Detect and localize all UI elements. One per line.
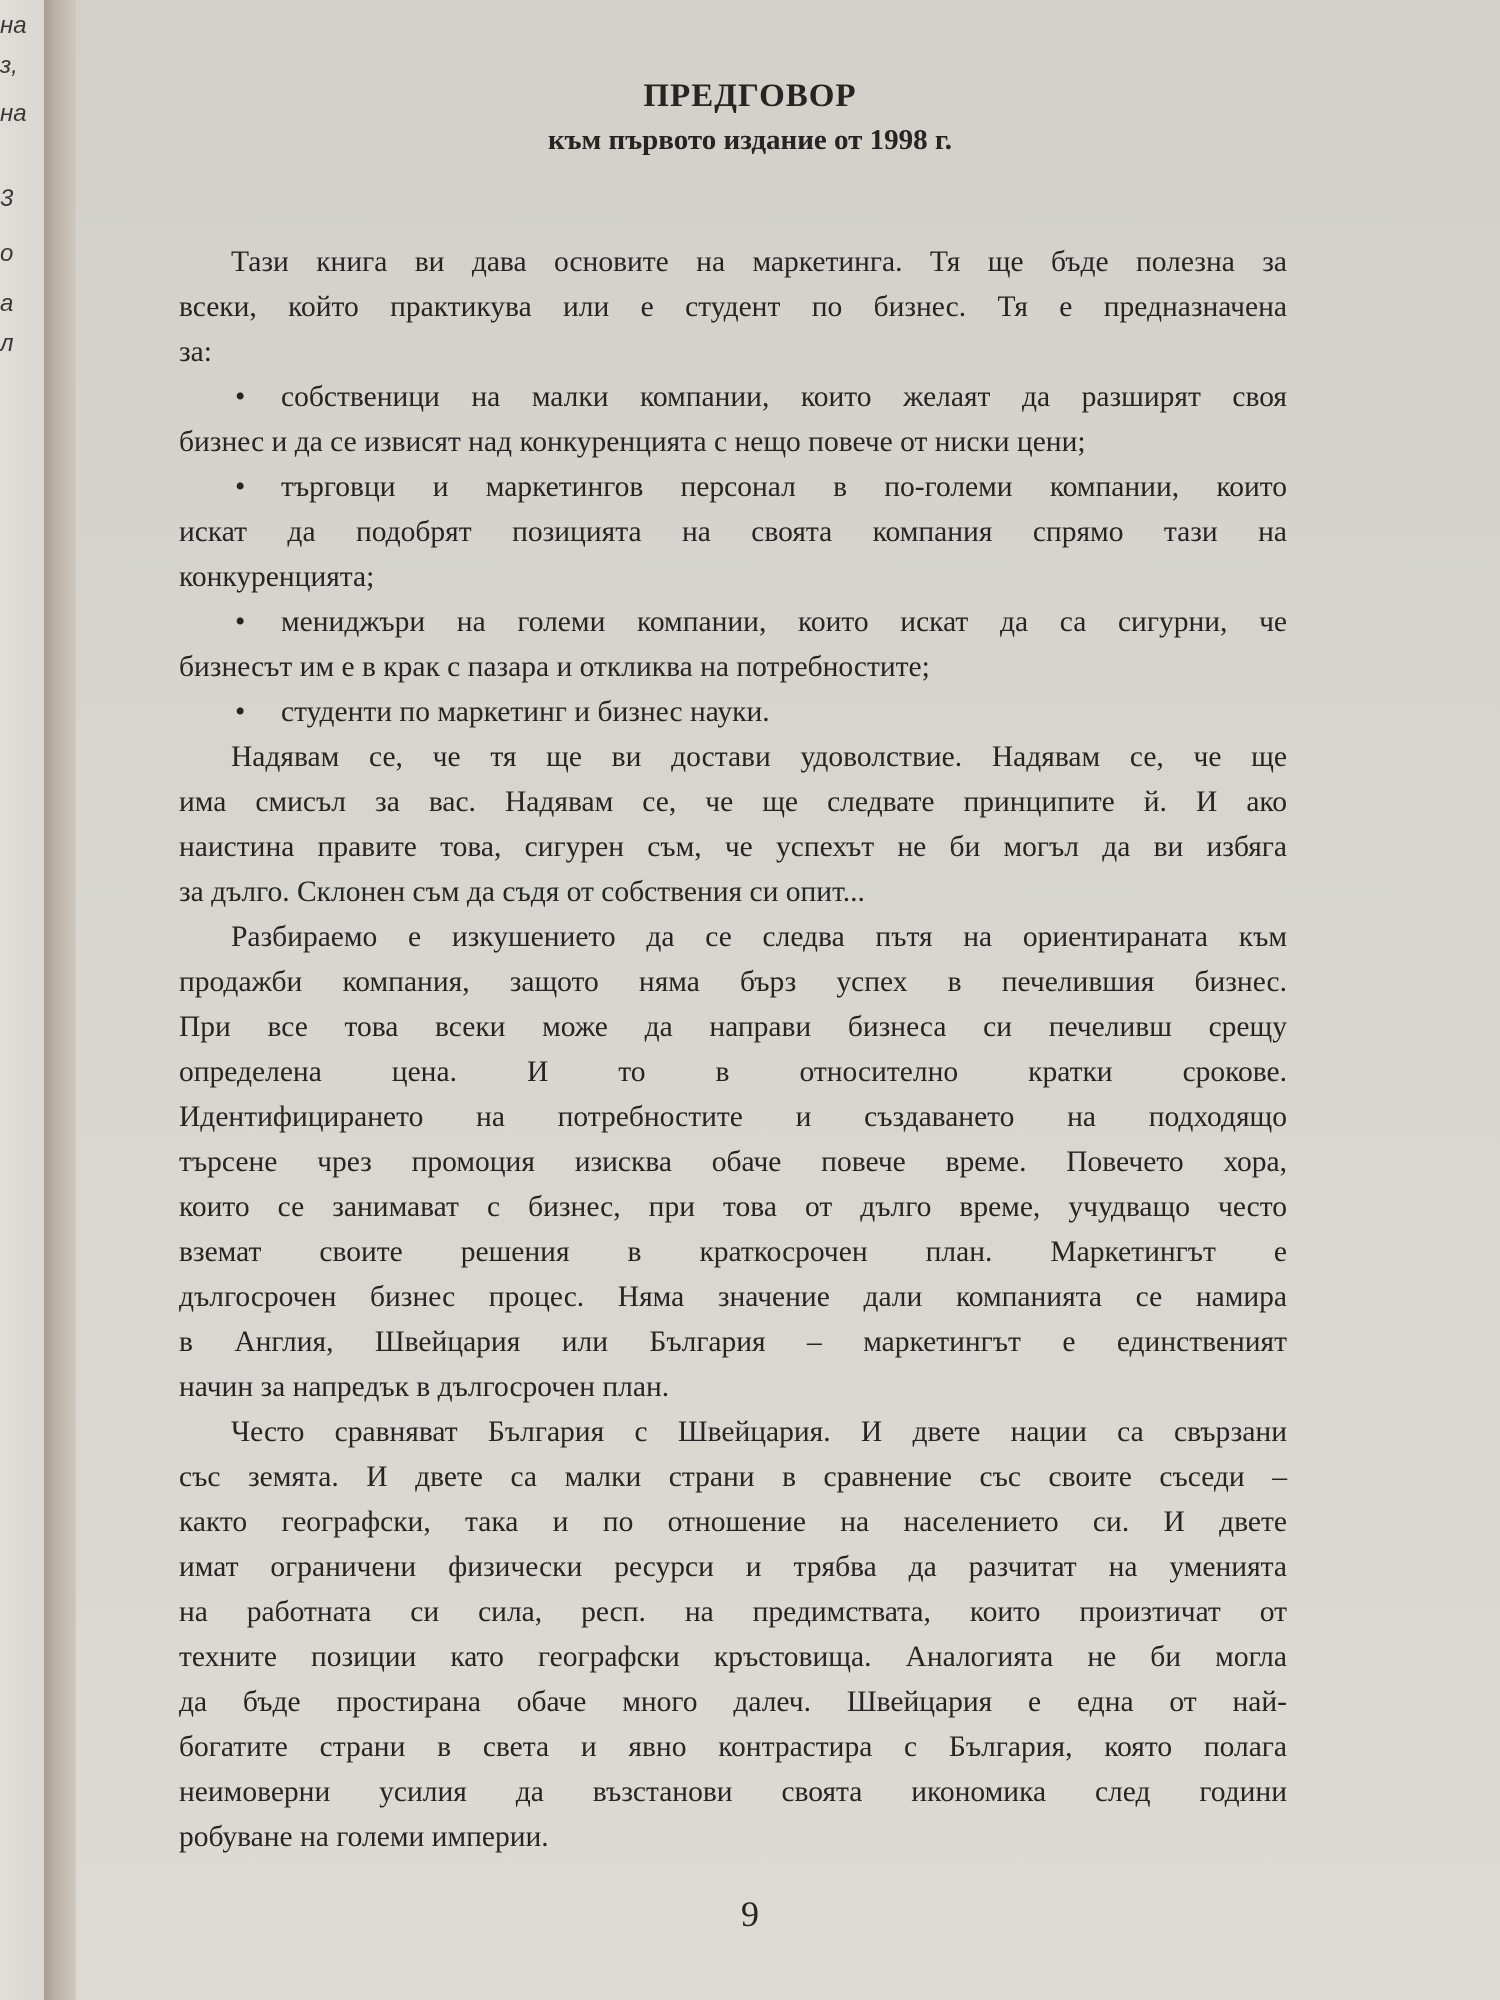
- text-line: [179, 1095, 1287, 1140]
- text-line: [179, 1545, 1287, 1590]
- paragraph: [179, 735, 1287, 915]
- text-line-content: за дълго. Склонен съм да съдя от собствения си опит...: [179, 876, 865, 908]
- text-line: [179, 555, 1287, 600]
- text-line-content: всеки, който практикува или е студент по бизнес. Тя е предназначена: [179, 291, 1287, 323]
- paragraph: [179, 240, 1287, 375]
- text-line: [179, 330, 1287, 375]
- text-line-content: бизнес и да се извисят над конкуренцията с нещо повече от ниски цени;: [179, 426, 1086, 458]
- bullet-item: [179, 375, 1287, 465]
- text-line: [179, 735, 1287, 780]
- text-line-content: на работната си сила, респ. на предимствата, които произтичат от: [179, 1596, 1287, 1628]
- text-line: [179, 1320, 1287, 1365]
- text-line-content: искат да подобрят позицията на своята компания спрямо тази на: [179, 516, 1287, 548]
- bullet-icon: •: [235, 381, 246, 413]
- text-line-content: начин за напредък в дългосрочен план.: [179, 1371, 670, 1403]
- text-line: [179, 690, 1287, 735]
- text-line-content: има смисъл за вас. Надявам се, че ще следвате принципите й. И ако: [179, 786, 1287, 818]
- text-line: [179, 915, 1287, 960]
- previous-page-text-fragment: а: [0, 290, 14, 317]
- bullet-icon: •: [235, 606, 246, 638]
- text-line: [179, 1185, 1287, 1230]
- text-line: [179, 1725, 1287, 1770]
- text-line-content: определена цена. И то в относително кратки срокове.: [179, 1056, 1287, 1088]
- text-line: [179, 600, 1287, 645]
- text-line-content: със земята. И двете са малки страни в сравнение със своите съседи –: [179, 1461, 1287, 1493]
- text-line-content: наистина правите това, сигурен съм, че успехът не би могъл да ви избяга: [179, 831, 1287, 863]
- text-line: [179, 870, 1287, 915]
- text-line: [179, 285, 1287, 330]
- text-line: [179, 1635, 1287, 1680]
- text-line-content: за:: [179, 336, 212, 368]
- previous-page-text-fragment: на: [0, 12, 27, 39]
- text-line-content: неимоверни усилия да възстанови своята икономика след години: [179, 1776, 1287, 1808]
- text-line-content: конкуренцията;: [179, 561, 375, 593]
- text-line-content: търговци и маркетингов персонал в по-големи компании, които: [281, 471, 1287, 503]
- text-line-content: бизнесът им е в крак с пазара и откликва на потребностите;: [179, 651, 930, 683]
- text-line-content: Често сравняват България с Швейцария. И двете нации са свързани: [231, 1416, 1287, 1448]
- text-line-content: мениджъри на големи компании, които искат да са сигурни, че: [281, 606, 1287, 638]
- previous-page-text-fragment: о: [0, 240, 14, 267]
- text-line: [179, 1815, 1287, 1860]
- text-line: [179, 960, 1287, 1005]
- bullet-item: [179, 600, 1287, 690]
- text-line: [179, 1770, 1287, 1815]
- text-line-content: имат ограничени физически ресурси и трябва да разчитат на уменията: [179, 1551, 1287, 1583]
- previous-page-edge: [0, 0, 46, 2000]
- text-line: [179, 1230, 1287, 1275]
- text-line-content: както географски, така и по отношение на населението си. И двете: [179, 1506, 1287, 1538]
- text-line: [179, 645, 1287, 690]
- page-title: ПРЕДГОВОР: [643, 78, 857, 114]
- text-line-content: Разбираемо е изкушението да се следва пътя на ориентираната към: [231, 921, 1287, 953]
- text-line: [179, 240, 1287, 285]
- text-line-content: вземат своите решения в краткосрочен план. Маркетингът е: [179, 1236, 1287, 1268]
- text-line: [179, 375, 1287, 420]
- text-line-content: При все това всеки може да направи бизнеса си печеливш срещу: [179, 1011, 1287, 1043]
- text-line: [179, 1005, 1287, 1050]
- text-line-content: робуване на големи империи.: [179, 1821, 549, 1853]
- previous-page-text-fragment: 3: [0, 185, 14, 212]
- text-line: [179, 1140, 1287, 1185]
- text-line: [179, 1365, 1287, 1410]
- text-line: [179, 1410, 1287, 1455]
- text-line-content: Идентифицирането на потребностите и създаването на подходящо: [179, 1101, 1287, 1133]
- text-line: [179, 780, 1287, 825]
- text-line-content: търсене чрез промоция изисква обаче повече време. Повечето хора,: [179, 1146, 1287, 1178]
- text-line-content: Тази книга ви дава основите на маркетинга. Тя ще бъде полезна за: [231, 246, 1287, 278]
- text-line-content: собственици на малки компании, които желаят да разширят своя: [281, 381, 1287, 413]
- text-line: [179, 825, 1287, 870]
- text-line-content: техните позиции като географски кръстовища. Аналогията не би могла: [179, 1641, 1287, 1673]
- text-line: [179, 465, 1287, 510]
- text-line: [179, 1455, 1287, 1500]
- bullet-icon: •: [235, 471, 246, 503]
- previous-page-text-fragment: л: [0, 330, 14, 357]
- text-line: [179, 1680, 1287, 1725]
- body-text: [179, 240, 1287, 1860]
- bullet-item: [179, 690, 1287, 735]
- previous-page-text-fragment: на: [0, 100, 27, 127]
- text-line-content: дългосрочен бизнес процес. Няма значение дали компанията се намира: [179, 1281, 1287, 1313]
- bullet-icon: •: [235, 696, 246, 728]
- book-gutter-shadow: [44, 0, 76, 2000]
- previous-page-text-fragment: з,: [0, 52, 18, 79]
- text-line-content: в Англия, Швейцария или България – маркетингът е единственият: [179, 1326, 1287, 1358]
- paragraph: [179, 915, 1287, 1410]
- text-line: [179, 1275, 1287, 1320]
- text-line: [179, 420, 1287, 465]
- text-line-content: продажби компания, защото няма бърз успех в печелившия бизнес.: [179, 966, 1287, 998]
- text-line: [179, 1050, 1287, 1095]
- page-number: 9: [741, 1894, 759, 1934]
- bullet-item: [179, 465, 1287, 600]
- text-line-content: богатите страни в света и явно контрастира с България, която полага: [179, 1731, 1287, 1763]
- text-line-content: Надявам се, че тя ще ви достави удоволствие. Надявам се, че ще: [231, 741, 1287, 773]
- text-line-content: да бъде простирана обаче много далеч. Швейцария е една от най-: [179, 1686, 1287, 1718]
- text-line-content: които се занимават с бизнес, при това от дълго време, учудващо често: [179, 1191, 1287, 1223]
- page-subtitle: към първото издание от 1998 г.: [547, 124, 953, 156]
- paragraph: [179, 1410, 1287, 1860]
- text-line-content: студенти по маркетинг и бизнес науки.: [281, 696, 770, 728]
- text-line: [179, 1500, 1287, 1545]
- text-line: [179, 1590, 1287, 1635]
- text-line: [179, 510, 1287, 555]
